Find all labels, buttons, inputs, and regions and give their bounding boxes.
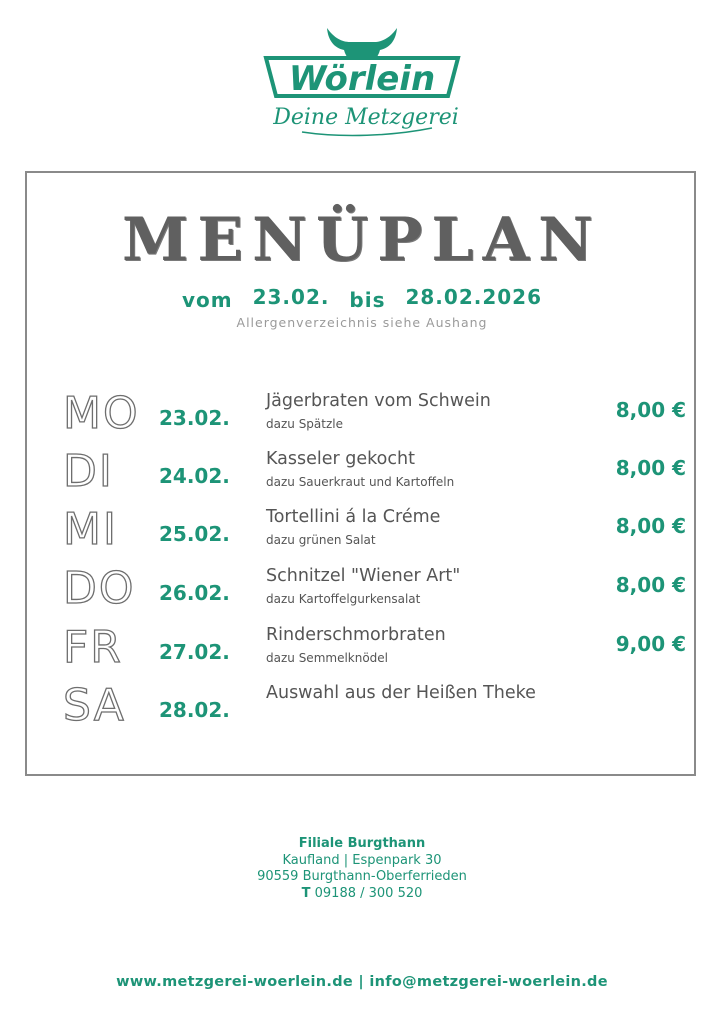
dish-name: Schnitzel "Wiener Art" [266, 566, 461, 586]
branch-name: Filiale Burgthann [298, 836, 426, 851]
branch-address-line2: 90559 Burgthann-Oberferrieden [257, 869, 467, 884]
dish-name: Tortellini á la Créme [266, 507, 441, 527]
branch-phone[interactable]: 09188 / 300 520 [314, 885, 423, 901]
weekday-label: DO [63, 563, 136, 614]
side-dish: dazu Spätzle [266, 417, 343, 431]
weekday-label: MO [63, 388, 140, 439]
allergen-note: Allergenverzeichnis siehe Aushang [236, 315, 488, 330]
menu-date: 26.02. [159, 581, 230, 605]
dish-name: Auswahl aus der Heißen Theke [266, 683, 536, 703]
phone-label: T [301, 885, 311, 901]
side-dish: dazu Semmelknödel [266, 651, 389, 665]
dish-price: 8,00 € [615, 456, 686, 480]
svg-text:Wörlein: Wörlein [288, 59, 436, 99]
menu-date: 23.02. [159, 406, 230, 430]
weekday-label: MI [63, 504, 118, 555]
period-from-date: 23.02. [252, 285, 330, 309]
weekday-label: SA [63, 680, 126, 731]
side-dish: dazu Kartoffelgurkensalat [266, 592, 421, 606]
footer-contact[interactable]: www.metzgerei-woerlein.de | info@metzgerei-woerlein.de [116, 974, 608, 990]
dish-price: 8,00 € [615, 514, 686, 538]
period-vom: vom [182, 288, 233, 312]
weekday-label: FR [63, 622, 123, 673]
menu-date: 25.02. [159, 522, 230, 546]
menu-date: 27.02. [159, 640, 230, 664]
branch-address-line1: Kaufland | Espenpark 30 [282, 852, 442, 868]
menu-row-di [0, 448, 724, 506]
dish-name: Kasseler gekocht [266, 449, 415, 469]
branch-phone-line [0, 886, 724, 903]
dish-price: 8,00 € [615, 573, 686, 597]
side-dish: dazu grünen Salat [266, 533, 376, 547]
menu-row-mo [0, 390, 724, 448]
menu-title: MENÜPLAN [121, 205, 603, 275]
period-bis: bis [349, 288, 386, 312]
side-dish: dazu Sauerkraut und Kartoffeln [266, 475, 455, 489]
menu-row-sa [0, 682, 724, 740]
dish-price: 8,00 € [615, 398, 686, 422]
dish-name: Rinderschmorbraten [266, 625, 446, 645]
woerlein-logo [262, 20, 462, 145]
menu-row-do [0, 565, 724, 623]
weekday-label: DI [63, 446, 114, 497]
svg-text:Deine Metzgerei: Deine Metzgerei [273, 105, 459, 130]
menu-period [0, 285, 724, 312]
dish-name: Jägerbraten vom Schwein [266, 391, 491, 411]
menu-date: 24.02. [159, 464, 230, 488]
dish-price: 9,00 € [615, 632, 686, 656]
menu-row-fr [0, 624, 724, 682]
period-to-date: 28.02.2026 [405, 285, 542, 309]
menu-row-mi [0, 506, 724, 564]
branch-info [0, 836, 724, 902]
bull-head-logo-icon [262, 20, 462, 145]
menu-date: 28.02. [159, 698, 230, 722]
